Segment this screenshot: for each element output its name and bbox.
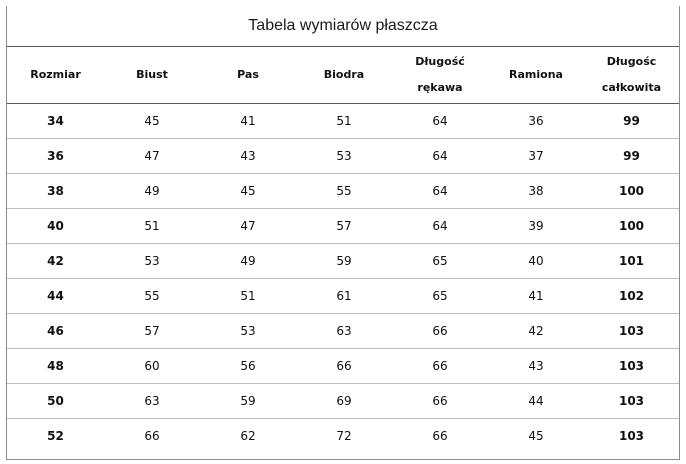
cell-hips: 59: [296, 244, 392, 279]
cell-shoulders: 36: [488, 104, 584, 139]
cell-total-length: 103: [584, 314, 679, 349]
table-row: [7, 279, 679, 314]
cell-sleeve-length: 65: [392, 279, 488, 314]
size-chart: [6, 6, 680, 460]
cell-hips: 63: [296, 314, 392, 349]
cell-size: 52: [47, 429, 64, 443]
cell-total-length: 99: [584, 139, 679, 174]
cell-size: 50: [7, 384, 104, 419]
header-hips: Biodra: [296, 47, 392, 104]
table-row: [7, 139, 679, 174]
table-row: [7, 349, 679, 384]
cell-sleeve-length: 64: [392, 139, 488, 174]
table-row: [7, 384, 679, 419]
table-row: [7, 419, 679, 454]
cell-total-length: 103: [584, 384, 679, 419]
cell-waist: 62: [240, 429, 256, 443]
cell-total-length: 100: [584, 209, 679, 244]
cell-sleeve-length: 66: [432, 429, 448, 443]
cell-waist: 47: [200, 209, 296, 244]
header-total-length: Długośc całkowita: [584, 47, 679, 104]
cell-bust: 53: [104, 244, 200, 279]
header-size: Rozmiar: [7, 47, 104, 104]
cell-sleeve-length: 66: [392, 384, 488, 419]
cell-sleeve-length: 66: [392, 314, 488, 349]
cell-total-length: 103: [618, 429, 645, 443]
cell-shoulders: 39: [488, 209, 584, 244]
cell-bust: 66: [144, 429, 160, 443]
cell-hips: 55: [296, 174, 392, 209]
cell-shoulders: 43: [488, 349, 584, 384]
cell-sleeve-length: 65: [392, 244, 488, 279]
cell-shoulders: 45: [528, 429, 544, 443]
cell-bust: 60: [104, 349, 200, 384]
header-row: [7, 47, 679, 104]
cell-total-length: 100: [584, 174, 679, 209]
cell-bust: 51: [104, 209, 200, 244]
cell-shoulders: 41: [488, 279, 584, 314]
cell-size: 36: [7, 139, 104, 174]
cell-size: 34: [7, 104, 104, 139]
header-waist: Pas: [200, 47, 296, 104]
cell-hips: 53: [296, 139, 392, 174]
cell-total-length: 102: [584, 279, 679, 314]
cell-shoulders: 38: [488, 174, 584, 209]
cell-hips: 69: [296, 384, 392, 419]
size-table: [7, 47, 679, 453]
header-bust: Biust: [104, 47, 200, 104]
cell-total-length: 101: [584, 244, 679, 279]
cell-waist: 53: [200, 314, 296, 349]
cell-bust: 49: [104, 174, 200, 209]
cell-sleeve-length: 64: [392, 104, 488, 139]
cell-shoulders: 42: [488, 314, 584, 349]
table-title: Tabela wymiarów płaszcza: [7, 6, 679, 47]
cell-bust: 63: [104, 384, 200, 419]
cell-waist: 59: [200, 384, 296, 419]
header-sleeve-length: Długość rękawa: [392, 47, 488, 104]
table-row: [7, 244, 679, 279]
cell-waist: 49: [200, 244, 296, 279]
cell-sleeve-length: 64: [392, 209, 488, 244]
cell-bust: 57: [104, 314, 200, 349]
cell-size: 48: [7, 349, 104, 384]
cell-shoulders: 44: [488, 384, 584, 419]
cell-shoulders: 37: [488, 139, 584, 174]
cell-sleeve-length: 66: [392, 349, 488, 384]
cell-bust: 45: [104, 104, 200, 139]
cell-hips: 72: [336, 429, 352, 443]
cell-waist: 51: [200, 279, 296, 314]
cell-hips: 51: [296, 104, 392, 139]
cell-waist: 56: [200, 349, 296, 384]
cell-waist: 41: [200, 104, 296, 139]
cell-size: 40: [7, 209, 104, 244]
cell-sleeve-length: 64: [392, 174, 488, 209]
table-row: [7, 314, 679, 349]
cell-bust: 47: [104, 139, 200, 174]
cell-hips: 61: [296, 279, 392, 314]
cell-size: 46: [7, 314, 104, 349]
cell-size: 42: [7, 244, 104, 279]
header-shoulders: Ramiona: [488, 47, 584, 104]
table-row: [7, 174, 679, 209]
cell-total-length: 103: [584, 349, 679, 384]
table-row: [7, 209, 679, 244]
cell-size: 44: [7, 279, 104, 314]
cell-hips: 66: [296, 349, 392, 384]
cell-hips: 57: [296, 209, 392, 244]
cell-waist: 43: [200, 139, 296, 174]
table-row: [7, 104, 679, 139]
cell-shoulders: 40: [488, 244, 584, 279]
cell-bust: 55: [104, 279, 200, 314]
cell-total-length: 99: [584, 104, 679, 139]
cell-size: 38: [7, 174, 104, 209]
cell-waist: 45: [200, 174, 296, 209]
